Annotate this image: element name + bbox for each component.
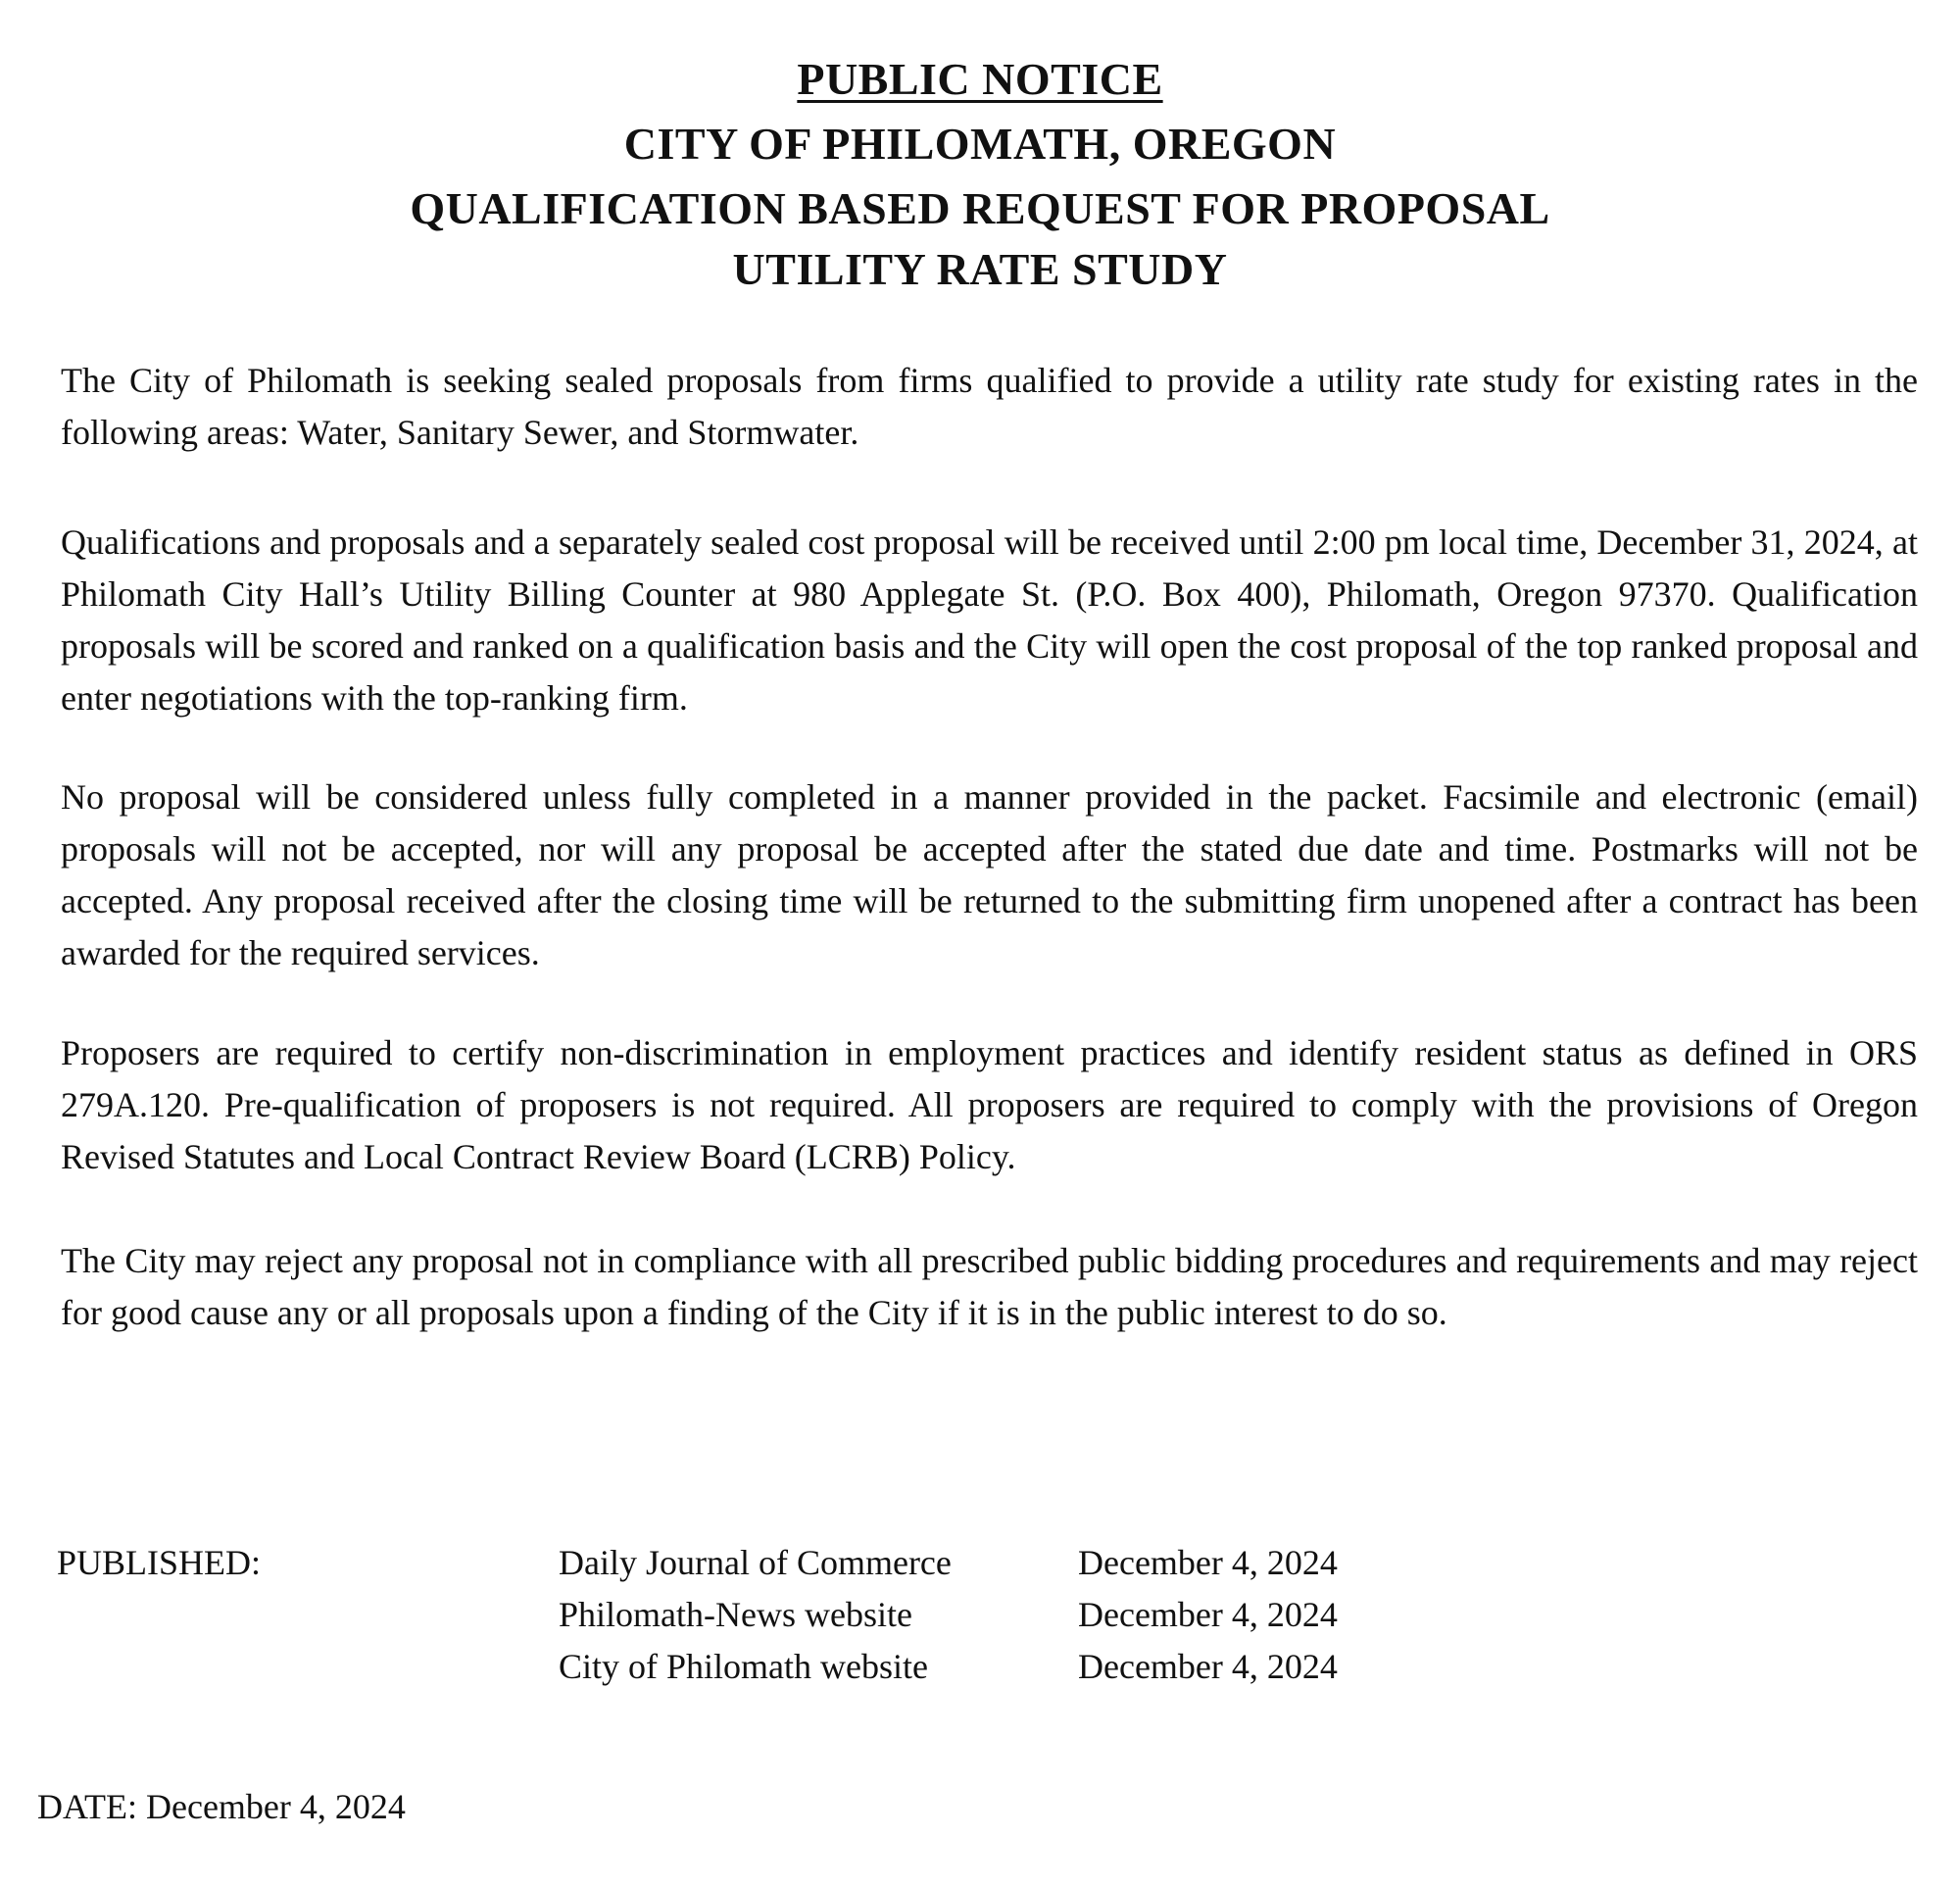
project-heading: UTILITY RATE STUDY xyxy=(732,244,1228,294)
paragraph-requirements: Proposers are required to certify non-discrimination in employment practices and identify resident status as defined in ORS 279A.120. Pre-qualification of proposers is not required. All proposers are required to comply with the provisions of Oregon Revised Statutes and Local Contract Review Board (LCRB) Policy. xyxy=(61,1033,1918,1176)
publication-row xyxy=(559,1589,1470,1641)
paragraph-scope: The City of Philomath is seeking sealed proposals from firms qualified to provide a utility rate study for existing rates in the following areas: Water, Sanitary Sewer, and Stormwater. xyxy=(61,361,1918,452)
notice-title-text: PUBLIC NOTICE xyxy=(797,54,1163,104)
publication-date: December 4, 2024 xyxy=(1078,1543,1338,1582)
publication-source: Daily Journal of Commerce xyxy=(559,1543,952,1582)
rfp-type-heading: QUALIFICATION BASED REQUEST FOR PROPOSAL xyxy=(410,183,1550,233)
city-heading: CITY OF PHILOMATH, OREGON xyxy=(623,119,1337,169)
publication-source: City of Philomath website xyxy=(559,1647,928,1686)
notice-title xyxy=(0,51,1960,108)
paragraph-acceptance: No proposal will be considered unless fully completed in a manner provided in the packet. Facsimile and electronic (email) proposals will not be accepted, nor will any proposal be accepted after the stated due date and time. Postmarks will not be accepted. Any proposal received after the closing time will be returned to the submitting firm unopened after a contract has been awarded for the required services. xyxy=(61,777,1918,972)
publication-source: Philomath-News website xyxy=(559,1595,912,1634)
published-label: PUBLISHED: xyxy=(57,1543,262,1582)
notice-date: DATE: December 4, 2024 xyxy=(37,1787,406,1826)
publication-row xyxy=(559,1537,1470,1589)
paragraph-rejection: The City may reject any proposal not in compliance with all prescribed public bidding procedures and requirements and may reject for good cause any or all proposals upon a finding of the City if it is in the public interest to do so. xyxy=(61,1241,1918,1332)
publication-list xyxy=(559,1537,1470,1693)
paragraph-submission: Qualifications and proposals and a separately sealed cost proposal will be received until 2:00 pm local time, December 31, 2024, at Philomath City Hall’s Utility Billing Counter at 980 Applegate St. (P.O. Box 400), Philomath, Oregon 97370. Qualification proposals will be scored and ranked on a qualification basis and the City will open the cost proposal of the top ranked proposal and enter negotiations with the top-ranking firm. xyxy=(61,522,1918,718)
publication-date: December 4, 2024 xyxy=(1078,1647,1338,1686)
publication-row xyxy=(559,1641,1470,1693)
publication-date: December 4, 2024 xyxy=(1078,1595,1338,1634)
